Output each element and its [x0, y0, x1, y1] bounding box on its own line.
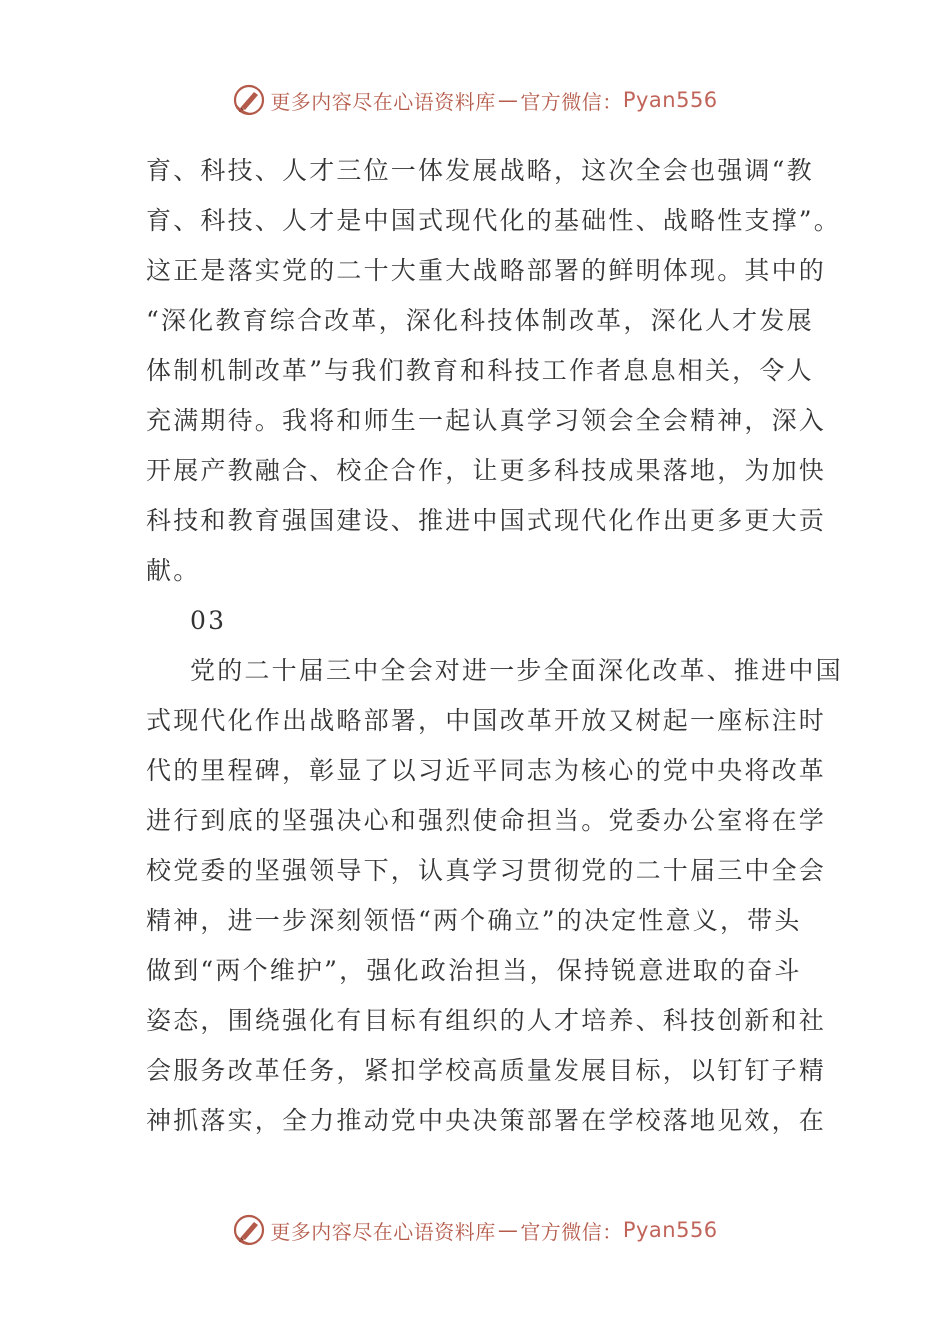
body-line: 代的里程碑，彰显了以习近平同志为核心的党中央将改革 — [146, 756, 827, 785]
body-line: 进行到底的坚强决心和强烈使命担当。党委办公室将在学 — [146, 806, 827, 835]
header-banner — [0, 80, 950, 120]
body-line: 会服务改革任务，紧扣学校高质量发展目标，以钉钉子精 — [146, 1056, 827, 1085]
pen-logo-icon — [232, 83, 266, 117]
body-line: 式现代化作出战略部署，中国改革开放又树起一座标注时 — [146, 706, 827, 735]
body-line: “深化教育综合改革，深化科技体制改革，深化人才发展 — [146, 306, 814, 335]
body-line: 神抓落实，全力推动党中央决策部署在学校落地见效，在 — [146, 1106, 827, 1135]
banner-wechat-label: 官方微信： — [520, 89, 623, 114]
banner-wechat-id: Pyan556 — [622, 1218, 718, 1242]
banner-wechat-id: Pyan556 — [622, 88, 718, 112]
banner-wechat-label: 官方微信： — [520, 1219, 623, 1244]
pen-logo-icon — [232, 1213, 266, 1247]
banner-separator: — — [497, 1218, 519, 1242]
body-line: 科技和教育强国建设、推进中国式现代化作出更多更大贡 — [146, 506, 827, 535]
body-line: 充满期待。我将和师生一起认真学习领会全会精神，深入 — [146, 406, 827, 435]
banner-title: 更多内容尽在心语资料库 — [270, 89, 496, 114]
body-line: 做到“两个维护”，强化政治担当，保持锐意进取的奋斗 — [146, 956, 802, 985]
banner-title: 更多内容尽在心语资料库 — [270, 1219, 496, 1244]
body-line: 校党委的坚强领导下，认真学习贯彻党的二十届三中全会 — [146, 856, 827, 885]
footer-banner — [0, 1210, 950, 1250]
body-line: 育、科技、人才是中国式现代化的基础性、战略性支撑”。 — [146, 206, 841, 235]
body-line: 开展产教融合、校企合作，让更多科技成果落地，为加快 — [146, 456, 827, 485]
body-line: 精神，进一步深刻领悟“两个确立”的决定性意义，带头 — [146, 906, 802, 935]
body-line: 育、科技、人才三位一体发展战略，这次全会也强调“教 — [146, 156, 814, 185]
body-line: 这正是落实党的二十大重大战略部署的鲜明体现。其中的 — [146, 256, 827, 285]
body-line: 体制机制改革”与我们教育和科技工作者息息相关，令人 — [146, 356, 814, 385]
document-body — [146, 146, 843, 1146]
body-line: 党的二十届三中全会对进一步全面深化改革、推进中国 — [190, 656, 843, 685]
body-line: 姿态，围绕强化有目标有组织的人才培养、科技创新和社 — [146, 1006, 827, 1035]
body-line: 献。 — [146, 556, 201, 585]
section-number: 03 — [190, 606, 227, 635]
banner-separator: — — [497, 88, 519, 112]
